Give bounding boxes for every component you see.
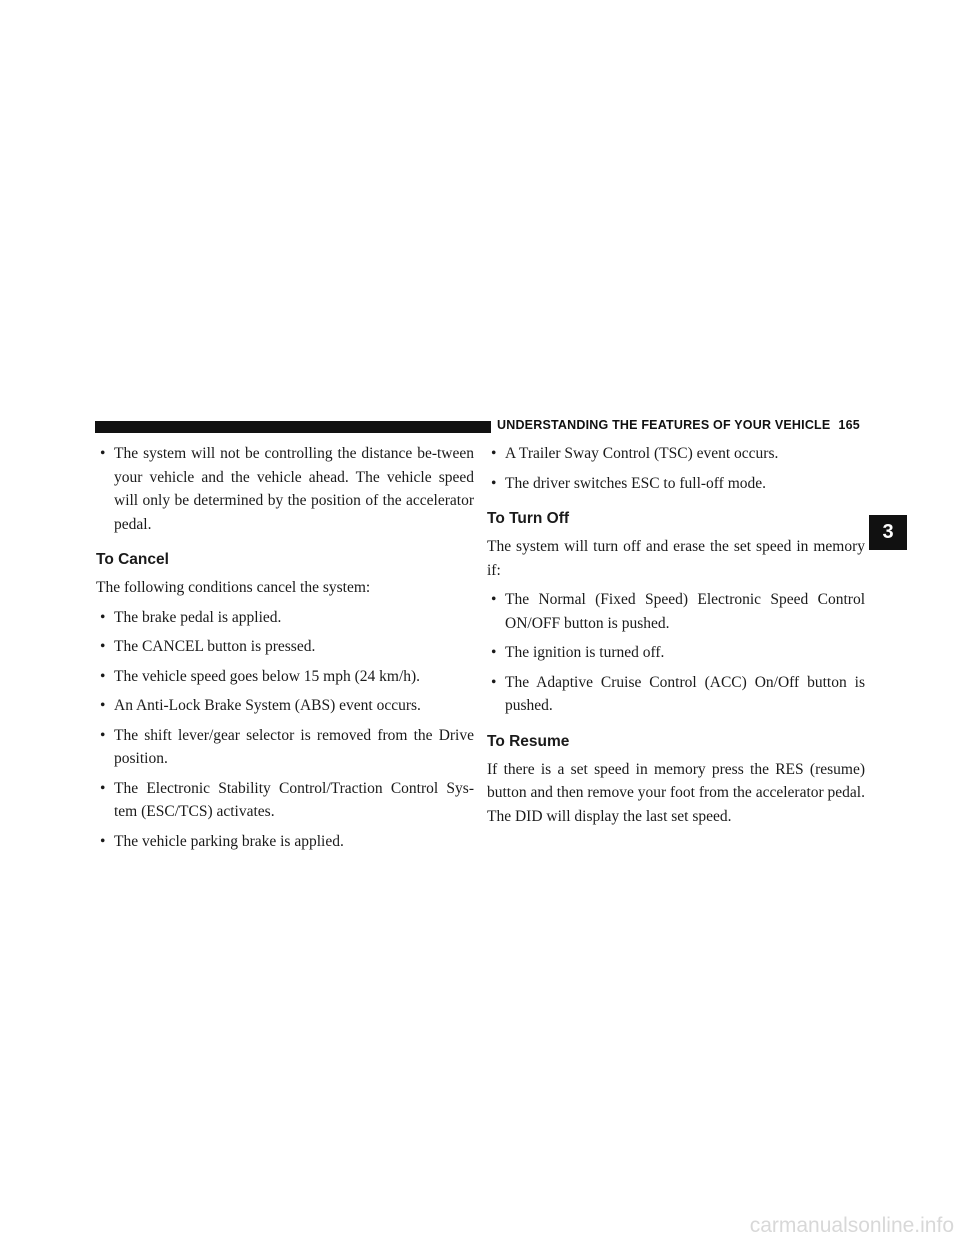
list-item: • The CANCEL button is pressed. <box>96 635 474 659</box>
list-item: • The Adaptive Cruise Control (ACC) On/Off button is pushed. <box>487 671 865 718</box>
cancel-intro: The following conditions cancel the system: <box>96 579 371 596</box>
section-heading-resume: To Resume <box>487 732 570 750</box>
chapter-tab: 3 <box>869 515 907 550</box>
list-item: • The system will not be controlling the distance be-tween your vehicle and the vehicle ahead. The vehicle speed will only be determined by the position of the accelerator pedal. <box>96 442 474 536</box>
list-item: • The shift lever/gear selector is removed from the Drive position. <box>96 724 474 771</box>
header-rule <box>95 421 491 433</box>
list-item: • The ignition is turned off. <box>487 641 865 665</box>
section-heading-cancel: To Cancel <box>96 551 169 568</box>
list-item: • The vehicle parking brake is applied. <box>96 830 474 854</box>
page-number: 165 <box>838 418 860 432</box>
list-item: • The brake pedal is applied. <box>96 606 474 630</box>
list-item: • An Anti-Lock Brake System (ABS) event occurs. <box>96 694 474 718</box>
list-item: • The driver switches ESC to full-off mode. <box>487 472 865 496</box>
list-item: • The vehicle speed goes below 15 mph (24 km/h). <box>96 665 474 689</box>
turn-off-intro: The system will turn off and erase the set speed in memory if: <box>487 538 865 579</box>
list-item: • The Electronic Stability Control/Traction Control Sys-tem (ESC/TCS) activates. <box>96 777 474 824</box>
right-column <box>487 436 865 828</box>
header-title: UNDERSTANDING THE FEATURES OF YOUR VEHICLE <box>497 418 831 432</box>
list-item: • The Normal (Fixed Speed) Electronic Speed Control ON/OFF button is pushed. <box>487 588 865 635</box>
running-header <box>497 418 860 432</box>
section-heading-turn-off: To Turn Off <box>487 510 570 527</box>
resume-body: If there is a set speed in memory press the RES (resume) button and then remove your foot from the accelerator pedal. The DID will display the last set speed. <box>487 760 865 825</box>
list-item: • A Trailer Sway Control (TSC) event occurs. <box>487 442 865 466</box>
left-column <box>96 436 474 853</box>
watermark: carmanualsonline.info <box>749 1214 954 1237</box>
